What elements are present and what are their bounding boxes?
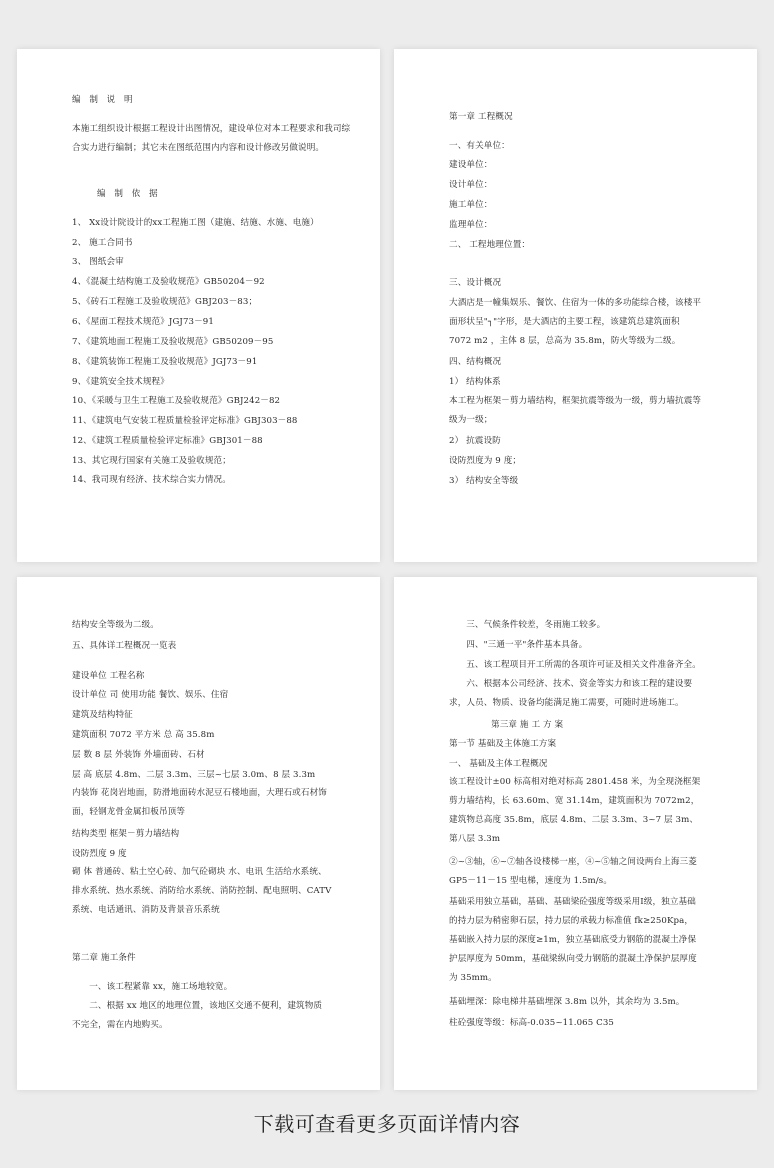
condition-item: 三、气候条件较差，冬雨施工较多。 — [466, 620, 606, 630]
list-item: 5、《砖石工程施工及验收规范》GBJ203－83； — [72, 297, 258, 307]
list-item: 8、《建筑装饰工程施工及验收规范》JGJ73－91 — [72, 357, 258, 367]
body-paragraph: 基础埋深：除电梯井基础埋深 3.8m 以外，其余均为 3.5m。 — [449, 997, 685, 1007]
structure-paragraph: 本工程为框架－剪力墙结构，框架抗震等级为一级，剪力墙抗震等级为一级； — [449, 396, 702, 425]
document-page-3 — [17, 577, 380, 1090]
document-page-2 — [394, 49, 757, 562]
section-title: 第一节 基础及主体施工方案 — [449, 739, 557, 749]
list-item: 14、我司现有经济、技术综合实力情况。 — [72, 475, 231, 485]
seismic-text: 设防烈度为 9 度； — [449, 456, 522, 466]
list-item: 12、《建筑工程质量检验评定标准》GBJ301－88 — [72, 436, 263, 446]
section-heading: 三、设计概况 — [449, 278, 502, 288]
unit-label: 设计单位： — [449, 180, 493, 190]
intro-paragraph: 本施工组织设计根据工程设计出图情况，建设单位对本工程要求和我司综合实力进行编制；其它未在图纸范围内内容和设计修改另做说明。 — [72, 124, 351, 153]
overview-row: 设计单位 司 使用功能 餐饮、娱乐、住宿 — [72, 690, 229, 700]
basis-title: 编 制 依 据 — [97, 189, 161, 199]
chapter-title: 第三章 施 工 方 案 — [491, 720, 564, 730]
condition-item: 五、该工程项目开工所需的各项许可证及相关文件准备齐全。 — [466, 660, 701, 670]
section-heading: 四、结构概况 — [449, 357, 502, 367]
list-item: 6、《屋面工程技术规范》JGJ73－91 — [72, 317, 214, 327]
overview-row: 建筑面积 7072 平方米 总 高 35.8m — [72, 730, 215, 740]
chapter-title: 第一章 工程概况 — [449, 112, 513, 122]
condition-item: 一、该工程紧靠 xx，施工场地较宽。 — [89, 982, 233, 992]
list-item: 13、其它现行国家有关施工及验收规范； — [72, 456, 231, 466]
overview-row: 内装饰 花岗岩地面，防滑地面砖水泥豆石楼地面，大理石或石材饰面，轻钢龙骨金属扣板吊顶等 — [72, 788, 327, 817]
list-item: 3、 图纸会审 — [72, 257, 124, 267]
section-heading: 一、 基础及主体工程概况 — [449, 759, 548, 769]
list-item: 7、《建筑地面工程施工及验收规范》GB50209－95 — [72, 337, 274, 347]
condition-item: 六、根据本公司经济、技术、资金等实力和该工程的建设要求，人员、物质、设备均能满足施工需要，可随时进场施工。 — [449, 679, 693, 708]
document-page-1 — [17, 49, 380, 562]
list-item: 1、 Xx设计院设计的xx工程施工图（建施、结施、水施、电施） — [72, 218, 319, 228]
body-paragraph: 该工程设计±00 标高相对绝对标高 2801.458 米，为全现浇框架剪力墙结构，长 63.60m、宽 31.14m，建筑面积为 7072m2，建筑物总高度 35.8m，底层 4.8m、二层 3.3m、3~7 层 3m、第八层 3.3m — [449, 777, 701, 844]
download-more-caption[interactable]: 下载可查看更多页面详情内容 — [253, 1112, 521, 1136]
overview-row: 建设单位 工程名称 — [72, 671, 145, 681]
overview-row: 层 数 8 层 外装饰 外墙面砖、石材 — [72, 750, 205, 760]
list-item: 10、《采暖与卫生工程施工及验收规范》GBJ242－82 — [72, 396, 281, 406]
design-paragraph: 大酒店是一幢集娱乐、餐饮、住宿为一体的多功能综合楼，该楼平面形状呈"┐"字形，是大酒店的主要工程，该建筑总建筑面积 7072 m2 ，主体 8 层，总高为 35.8m，防火等级为二级。 — [449, 298, 702, 346]
section-heading: 二、 工程地理位置： — [449, 240, 531, 250]
overview-row: 建筑及结构特征 — [72, 710, 133, 720]
body-paragraph: 柱砼强度等级：标高-0.035~11.065 C35 — [449, 1018, 614, 1028]
list-item: 2、 施工合同书 — [72, 238, 133, 248]
overview-row: 砌 体 普通砖、粘土空心砖、加气砼砌块 水、电讯 生活给水系统、排水系统、热水系统、消防给水系统、消防控制、配电照明、CATV 系统、电话通讯、消防及背景音乐系统 — [72, 867, 332, 915]
unit-label: 监理单位： — [449, 220, 493, 230]
overview-row: 层 高 底层 4.8m、二层 3.3m、三层~七层 3.0m、8 层 3.3m — [72, 770, 316, 780]
body-paragraph: 基础采用独立基础，基础、基础梁砼强度等级采用Ⅰ级，独立基础的持力层为稍密卵石层，持力层的承载力标准值 fk≥250Kpa，基础嵌入持力层的深度≥1m，独立基础底受力钢筋的混凝土净保护层厚度为 50mm，基础梁纵向受力钢筋的混凝土净保护层厚度为 35mm。 — [449, 897, 697, 983]
list-item: 11、《建筑电气安装工程质量检验评定标准》GBJ303－88 — [72, 416, 298, 426]
unit-label: 施工单位： — [449, 200, 493, 210]
sub-heading: 1） 结构体系 — [449, 377, 501, 387]
body-paragraph: ②~③轴，⑥~⑦轴各设楼梯一座，④~⑤轴之间设两台上海三菱 GP5－11－15 型电梯，速度为 1.5m/s。 — [449, 857, 697, 886]
page-title: 编 制 说 明 — [72, 95, 136, 105]
chapter-title: 第二章 施工条件 — [72, 953, 136, 963]
list-item: 9、《建筑安全技术规程》 — [72, 377, 169, 387]
sub-heading: 2） 抗震设防 — [449, 436, 501, 446]
section-heading: 一、有关单位： — [449, 141, 510, 151]
text-line: 结构安全等级为二级。 — [72, 620, 159, 630]
condition-item: 二、根据 xx 地区的地理位置，该地区交通不便利，建筑物质不完全，需在内地购买。 — [72, 1001, 323, 1030]
condition-item: 四、"三通一平"条件基本具备。 — [466, 640, 588, 650]
list-item: 4、《混凝土结构施工及验收规范》GB50204－92 — [72, 277, 265, 287]
overview-row: 结构类型 框架－剪力墙结构 — [72, 829, 180, 839]
overview-row: 设防烈度 9 度 — [72, 849, 127, 859]
unit-label: 建设单位： — [449, 160, 493, 170]
sub-heading: 3） 结构安全等级 — [449, 476, 519, 486]
section-heading: 五、具体详工程概况一览表 — [72, 641, 177, 651]
document-page-4 — [394, 577, 757, 1090]
